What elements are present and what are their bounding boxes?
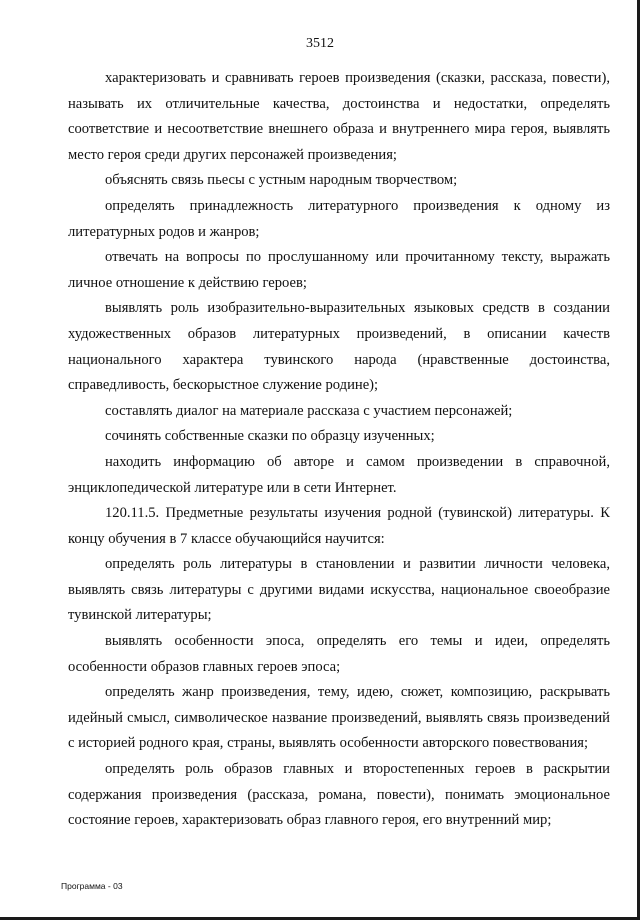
- paragraph: находить информацию об авторе и самом произведении в справочной, энциклопедической литературе или в сети Интернет.: [68, 453, 610, 496]
- paragraph: определять жанр произведения, тему, идею, сюжет, композицию, раскрывать идейный смысл, символическое название произведений, выявлять связь произведений с историей родного края, страны, выявлять особенности авторского повествования;: [68, 684, 610, 752]
- paragraph: определять роль образов главных и второстепенных героев в раскрытии содержания произведения (рассказа, романа, повести), понимать эмоциональное состояние героев, характеризовать образ главного героя, его внутренний мир;: [68, 761, 610, 829]
- body-text: [68, 66, 610, 834]
- footer-label: Программа - 03: [61, 881, 123, 891]
- paragraph: определять роль литературы в становлении и развитии личности человека, выявлять связь литературы с другими видами искусства, национальное своеобразие тувинской литературы;: [68, 556, 610, 624]
- paragraph: выявлять особенности эпоса, определять его темы и идеи, определять особенности образов главных героев эпоса;: [68, 633, 610, 675]
- section-heading-paragraph: 120.11.5. Предметные результаты изучения родной (тувинской) литературы. К концу обучения в 7 классе обучающийся научится:: [68, 505, 610, 547]
- page-number: 3512: [306, 36, 334, 51]
- paragraph: сочинять собственные сказки по образцу изученных;: [105, 428, 435, 445]
- paragraph: отвечать на вопросы по прослушанному или прочитанному тексту, выражать личное отношение к действию героев;: [68, 249, 610, 291]
- paragraph: составлять диалог на материале рассказа с участием персонажей;: [105, 402, 513, 419]
- paragraph: объяснять связь пьесы с устным народным творчеством;: [105, 172, 458, 189]
- paragraph: выявлять роль изобразительно-выразительных языковых средств в создании художественных образов литературных произведений, в описании качеств национального характера тувинского народа (нравственные достоинства, справедливость, бескорыстное служение родине);: [68, 300, 610, 394]
- paragraph: характеризовать и сравнивать героев произведения (сказки, рассказа, повести), называть их отличительные качества, достоинства и недостатки, определять соответствие и несоответствие внешнего образа и внутреннего мира героя, выявлять место героя среди других персонажей произведения;: [68, 70, 610, 163]
- paragraph: определять принадлежность литературного произведения к одному из литературных родов и жанров;: [68, 197, 610, 240]
